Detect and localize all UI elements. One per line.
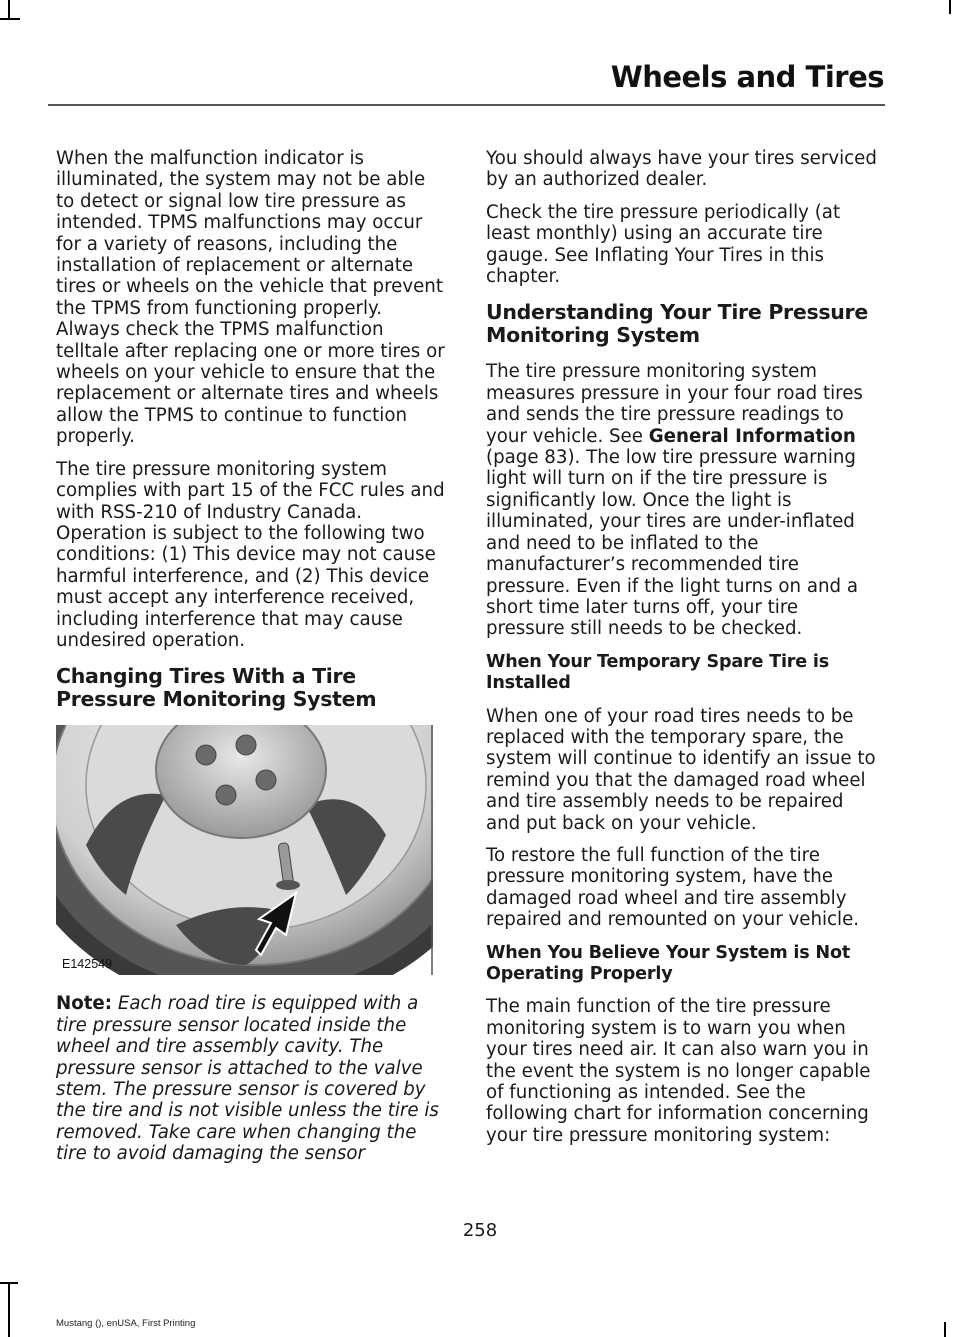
note-text: Each road tire is equipped with a tire pressure sensor located inside the wheel and tire assembly cavity. The pressure sensor is attached to the valve stem. The pressure sensor is covered by the tire and is not visible unless the tire is removed. Take care when changing the tire to avoid damaging the sensor bbox=[56, 993, 439, 1165]
crop-mark bbox=[8, 0, 10, 20]
paragraph: The main function of the tire pressure monitoring system is to warn you when your tires need air. It can also warn you in the event the system is no longer capable of functioning as intended. See the following chart for information concerning your tire pressure monitoring system: bbox=[486, 996, 871, 1146]
wheel-illustration bbox=[56, 725, 433, 975]
paragraph: You should always have your tires serviced by an authorized dealer. bbox=[486, 148, 877, 191]
paragraph: When the malfunction indicator is illuminated, the system may not be able to detect or signal low tire pressure as intended. TPMS malfunctions may occur for a variety of reasons, including the installation of replacement or alternate tires or wheels on the vehicle that prevent the TPMS from functioning properly. Always check the TPMS malfunction telltale after replacing one or more tires or wheels on your vehicle to ensure that the replacement or alternate tires and wheels allow the TPMS to continue to function properly. bbox=[56, 148, 445, 448]
crop-mark bbox=[0, 18, 20, 20]
tire-sensor-figure bbox=[56, 725, 433, 975]
paragraph-text: The tire pressure monitoring system measures pressure in your four road tires and sends the tire pressure readings to your vehicle. See bbox=[486, 361, 863, 447]
right-column bbox=[486, 148, 880, 1157]
paragraph: Check the tire pressure periodically (at least monthly) using an accurate tire gauge. See Inflating Your Tires in this chapter. bbox=[486, 201, 841, 288]
edition-footer: Mustang (), enUSA, First Printing bbox=[56, 1318, 196, 1329]
left-column bbox=[56, 148, 448, 1176]
cross-reference-link[interactable]: General Information bbox=[648, 425, 856, 447]
note-label: Note: bbox=[56, 993, 113, 1015]
section-heading: Changing Tires With a Tire Pressure Monitoring System bbox=[56, 664, 377, 711]
section-heading: Understanding Your Tire Pressure Monitoring System bbox=[486, 300, 868, 347]
note-paragraph bbox=[56, 993, 448, 1164]
page-number: 258 bbox=[462, 1220, 498, 1241]
subsection-heading: When You Believe Your System is Not Operating Properly bbox=[486, 942, 851, 984]
paragraph bbox=[486, 361, 880, 639]
paragraph: When one of your road tires needs to be replaced with the temporary spare, the system will continue to identify an issue to remind you that the damaged road wheel and tire assembly needs to be repaired and put back on your vehicle. bbox=[486, 705, 876, 834]
paragraph: The tire pressure monitoring system complies with part 15 of the FCC rules and with RSS-210 of Industry Canada. Operation is subject to the following two conditions: (1) This device may not cause harmful interference, and (2) This device must accept any interference received, including interference that may cause undesired operation. bbox=[56, 458, 445, 651]
subsection-heading: When Your Temporary Spare Tire is Installed bbox=[486, 651, 830, 694]
paragraph: To restore the full function of the tire pressure monitoring system, have the damaged road wheel and tire assembly repaired and remounted on your vehicle. bbox=[486, 844, 860, 931]
header-divider bbox=[48, 104, 885, 106]
page-title: Wheels and Tires bbox=[610, 60, 884, 94]
crop-mark bbox=[8, 1282, 10, 1337]
crop-mark bbox=[949, 0, 951, 14]
figure-label: E142549 bbox=[62, 956, 113, 971]
crop-mark bbox=[0, 1282, 18, 1284]
crop-mark bbox=[944, 1322, 946, 1337]
paragraph-text: (page 83). The low tire pressure warning light will turn on if the tire pressure is significantly low. Once the light is illuminated, your tires are under-inflated and need to be inflated to the manufacturer’s recommended tire pressure. Even if the light turns on and a short time later turns off, your tire pressure still needs to be checked. bbox=[486, 447, 859, 640]
